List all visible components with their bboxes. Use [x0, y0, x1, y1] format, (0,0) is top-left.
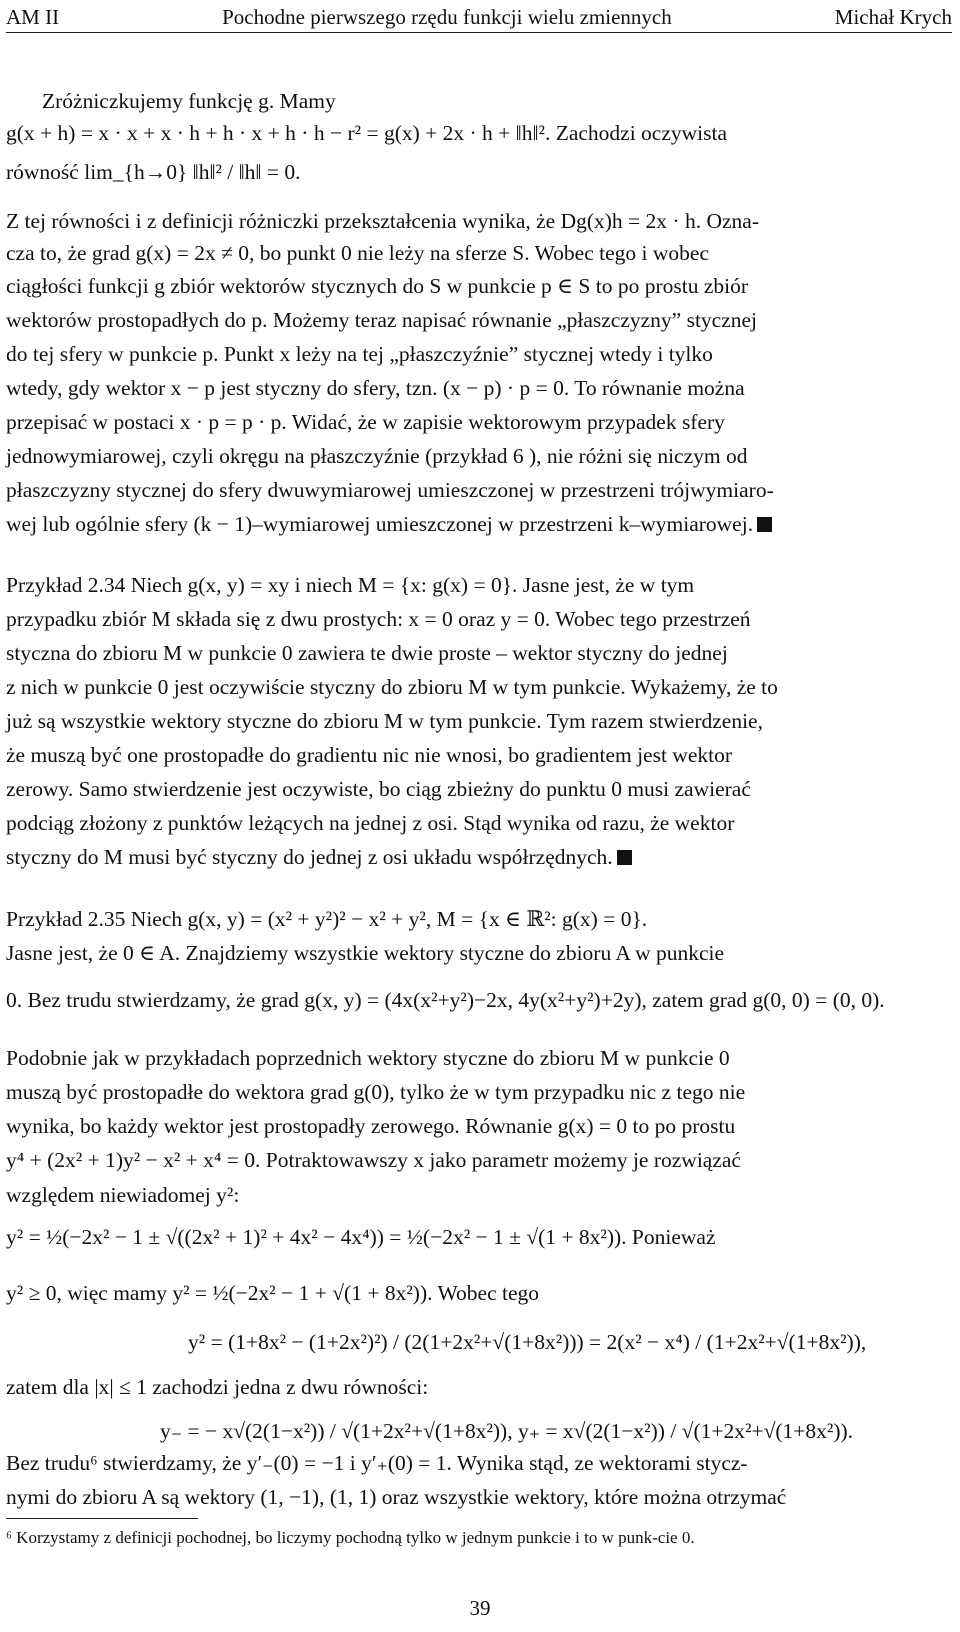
text-line: g(x + h) = x · x + x · h + h · x + h · h − r² = g(x) + 2x · h + ‖h‖². Zachodzi oczywista [6, 121, 728, 145]
footnote-rule [6, 1518, 198, 1519]
text-line: wynika, bo każdy wektor jest prostopadły zerowego. Równanie g(x) = 0 to po prostu [6, 1114, 736, 1138]
text-line-content: wej lub ogólnie sfery (k − 1)–wymiarowej umieszczonej w przestrzeni k–wymiarowej. [6, 512, 754, 536]
text-line: nymi do zbioru A są wektory (1, −1), (1, 1) oraz wszystkie wektory, które można otrzymać [6, 1485, 787, 1509]
example-2-35-heading-line: Przykład 2.35 Niech g(x, y) = (x² + y²)² − x² + y², M = {x ∈ ℝ²: g(x) = 0}. [6, 907, 648, 931]
running-header [6, 2, 952, 33]
text-line: ciągłości funkcji g zbiór wektorów stycznych do S w punkcie p ∈ S to po prostu zbiór [6, 274, 749, 298]
text-line: wtedy, gdy wektor x − p jest styczny do sfery, tzn. (x − p) · p = 0. To równanie można [6, 376, 745, 400]
example-2-34-heading-line: Przykład 2.34 Niech g(x, y) = xy i niech M = {x: g(x) = 0}. Jasne jest, że w tym [6, 573, 695, 597]
text-line: 0. Bez trudu stwierdzamy, że grad g(x, y) = (4x(x²+y²)−2x, 4y(x²+y²)+2y), zatem grad g(0, 0) = (0, 0). [6, 988, 885, 1012]
text-line: przepisać w postaci x · p = p · p. Widać, że w zapisie wektorowym przypadek sfery [6, 410, 725, 434]
formula-line: y² ≥ 0, więc mamy y² = ½(−2x² − 1 + √(1 + 8x²)). Wobec tego [6, 1281, 540, 1305]
text-line: równość lim_{h→0} ‖h‖² / ‖h‖ = 0. [6, 160, 301, 184]
text-line: Bez trudu⁶ stwierdzamy, że y′₋(0) = −1 i y′₊(0) = 1. Wynika stąd, ze wektorami stycz- [6, 1451, 748, 1475]
page-number: 39 [469, 1596, 491, 1620]
text-line: już są wszystkie wektory styczne do zbioru M w tym punkcie. Tym razem stwierdzenie, [6, 709, 763, 733]
text-line: zerowy. Samo stwierdzenie jest oczywiste, bo ciąg zbieżny do punktu 0 musi zawierać [6, 777, 751, 801]
display-formula: y² = (1+8x² − (1+2x²)²) / (2(1+2x²+√(1+8x²))) = 2(x² − x⁴) / (1+2x²+√(1+8x²)), [188, 1330, 867, 1354]
text-line: wektorów prostopadłych do p. Możemy teraz napisać równanie „płaszczyzny” stycznej [6, 308, 758, 332]
text-line: że muszą być one prostopadłe do gradientu nic nie wnosi, bo gradientem jest wektor [6, 743, 733, 767]
text-line: Zróżniczkujemy funkcję g. Mamy [42, 89, 336, 113]
end-of-proof-square [757, 517, 772, 532]
text-line-content: styczny do M musi być styczny do jednej z osi układu współrzędnych. [6, 845, 613, 869]
text-line: Podobnie jak w przykładach poprzednich wektory styczne do zbioru M w punkcie 0 [6, 1046, 730, 1070]
header-author: Michał Krych [834, 4, 952, 29]
text-line: zatem dla |x| ≤ 1 zachodzi jedna z dwu równości: [6, 1375, 429, 1399]
header-title: Pochodne pierwszego rzędu funkcji wielu zmiennych [222, 4, 672, 29]
text-line [6, 842, 632, 872]
text-line: Jasne jest, że 0 ∈ A. Znajdziemy wszystkie wektory styczne do zbioru A w punkcie [6, 941, 725, 965]
footnote: ⁶ Korzystamy z definicji pochodnej, bo liczymy pochodną tylko w jednym punkcie i to w punk-cie 0. [6, 1528, 695, 1547]
text-line: płaszczyzny stycznej do sfery dwuwymiarowej umieszczonej w przestrzeni trójwymiaro- [6, 478, 774, 502]
text-line: z nich w punkcie 0 jest oczywiście styczny do zbioru M w tym punkcie. Wykażemy, że to [6, 675, 778, 699]
text-line: Z tej równości i z definicji różniczki przekształcenia wynika, że Dg(x)h = 2x · h. Ozna- [6, 209, 759, 233]
text-line: przypadku zbiór M składa się z dwu prostych: x = 0 oraz y = 0. Wobec tego przestrzeń [6, 607, 751, 631]
text-line: podciąg złożony z punktów leżących na jednej z osi. Stąd wynika od razu, że wektor [6, 811, 735, 835]
text-line: jednowymiarowej, czyli okręgu na płaszczyźnie (przykład 6 ), nie różni się niczym od [6, 444, 748, 468]
text-line: cza to, że grad g(x) = 2x ≠ 0, bo punkt 0 nie leży na sferze S. Wobec tego i wobec [6, 241, 709, 265]
text-line: do tej sfery w punkcie p. Punkt x leży na tej „płaszczyźnie” stycznej wtedy i tylko [6, 342, 713, 366]
end-of-proof-square [617, 850, 632, 865]
display-formula: y₋ = − x√(2(1−x²)) / √(1+2x²+√(1+8x²)), y₊ = x√(2(1−x²)) / √(1+2x²+√(1+8x²)). [160, 1419, 854, 1443]
text-line: y⁴ + (2x² + 1)y² − x² + x⁴ = 0. Potraktowawszy x jako parametr możemy je rozwiązać [6, 1148, 741, 1172]
header-course: AM II [6, 4, 60, 29]
text-line [6, 509, 772, 539]
text-line: styczna do zbioru M w punkcie 0 zawiera te dwie proste – wektor styczny do jednej [6, 641, 728, 665]
text-line: muszą być prostopadłe do wektora grad g(0), tylko że w tym przypadku nic z tego nie [6, 1080, 746, 1104]
text-line: względem niewiadomej y²: [6, 1183, 240, 1207]
formula-line: y² = ½(−2x² − 1 ± √((2x² + 1)² + 4x² − 4x⁴)) = ½(−2x² − 1 ± √(1 + 8x²)). Ponieważ [6, 1225, 716, 1249]
